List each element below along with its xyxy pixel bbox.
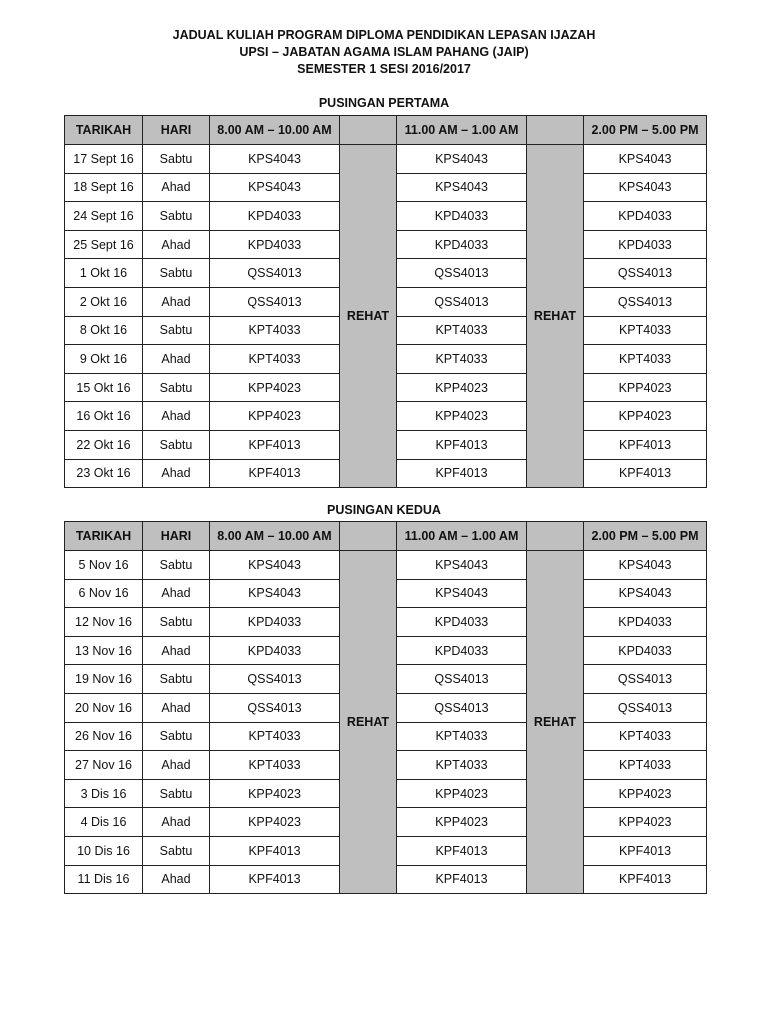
day-cell: Sabtu [143, 373, 210, 402]
slot-3-course-cell: KPP4023 [584, 779, 707, 808]
slot-1-course-cell: KPS4043 [210, 173, 340, 202]
header-tarikah: TARIKAH [65, 522, 143, 551]
slot-1-course-cell: KPT4033 [210, 345, 340, 374]
date-cell: 10 Dis 16 [65, 836, 143, 865]
section-title-pusingan-kedua: PUSINGAN KEDUA [327, 503, 441, 517]
slot-2-course-cell: KPF4013 [397, 430, 527, 459]
slot-3-course-cell: KPP4023 [584, 373, 707, 402]
slot-3-course-cell: KPF4013 [584, 836, 707, 865]
header-slot-1: 8.00 AM – 10.00 AM [210, 522, 340, 551]
date-cell: 16 Okt 16 [65, 402, 143, 431]
schedule-table-pusingan-pertama [64, 115, 707, 488]
header-slot-3: 2.00 PM – 5.00 PM [584, 522, 707, 551]
title-line-2: UPSI – JABATAN AGAMA ISLAM PAHANG (JAIP) [239, 45, 529, 59]
slot-2-course-cell: QSS4013 [397, 259, 527, 288]
header-slot-2: 11.00 AM – 1.00 AM [397, 522, 527, 551]
slot-2-course-cell: KPT4033 [397, 316, 527, 345]
table-body [65, 551, 707, 894]
rehat-cell-1: REHAT [340, 145, 397, 488]
header-rehat-1 [340, 522, 397, 551]
table-header-row [65, 116, 707, 145]
document-title [0, 27, 768, 78]
slot-1-course-cell: QSS4013 [210, 287, 340, 316]
slot-2-course-cell: KPS4043 [397, 145, 527, 174]
date-cell: 27 Nov 16 [65, 751, 143, 780]
slot-1-course-cell: KPF4013 [210, 865, 340, 894]
day-cell: Ahad [143, 579, 210, 608]
date-cell: 12 Nov 16 [65, 608, 143, 637]
rehat-cell-2: REHAT [527, 145, 584, 488]
title-line-1: JADUAL KULIAH PROGRAM DIPLOMA PENDIDIKAN LEPASAN IJAZAH [172, 28, 596, 42]
slot-1-course-cell: KPT4033 [210, 751, 340, 780]
slot-2-course-cell: KPF4013 [397, 865, 527, 894]
slot-3-course-cell: QSS4013 [584, 693, 707, 722]
slot-3-course-cell: KPD4033 [584, 608, 707, 637]
day-cell: Ahad [143, 636, 210, 665]
date-cell: 24 Sept 16 [65, 202, 143, 231]
header-slot-2: 11.00 AM – 1.00 AM [397, 116, 527, 145]
slot-3-course-cell: KPF4013 [584, 865, 707, 894]
day-cell: Sabtu [143, 316, 210, 345]
day-cell: Ahad [143, 173, 210, 202]
day-cell: Ahad [143, 402, 210, 431]
slot-3-course-cell: QSS4013 [584, 287, 707, 316]
date-cell: 6 Nov 16 [65, 579, 143, 608]
header-rehat-2 [527, 522, 584, 551]
slot-2-course-cell: KPP4023 [397, 373, 527, 402]
slot-2-course-cell: KPF4013 [397, 836, 527, 865]
day-cell: Sabtu [143, 551, 210, 580]
header-slot-3: 2.00 PM – 5.00 PM [584, 116, 707, 145]
slot-1-course-cell: KPF4013 [210, 459, 340, 488]
day-cell: Ahad [143, 751, 210, 780]
slot-3-course-cell: KPD4033 [584, 202, 707, 231]
slot-3-course-cell: KPT4033 [584, 751, 707, 780]
table-row [65, 551, 707, 580]
slot-3-course-cell: QSS4013 [584, 665, 707, 694]
slot-1-course-cell: KPD4033 [210, 608, 340, 637]
date-cell: 5 Nov 16 [65, 551, 143, 580]
slot-2-course-cell: QSS4013 [397, 287, 527, 316]
header-rehat-2 [527, 116, 584, 145]
date-cell: 20 Nov 16 [65, 693, 143, 722]
slot-1-course-cell: KPP4023 [210, 402, 340, 431]
slot-2-course-cell: KPD4033 [397, 230, 527, 259]
day-cell: Sabtu [143, 836, 210, 865]
slot-1-course-cell: KPD4033 [210, 202, 340, 231]
table-header-row [65, 522, 707, 551]
slot-3-course-cell: KPF4013 [584, 459, 707, 488]
slot-1-course-cell: KPT4033 [210, 316, 340, 345]
date-cell: 2 Okt 16 [65, 287, 143, 316]
slot-1-course-cell: KPS4043 [210, 579, 340, 608]
slot-1-course-cell: KPF4013 [210, 836, 340, 865]
slot-1-course-cell: KPS4043 [210, 551, 340, 580]
slot-1-course-cell: KPD4033 [210, 636, 340, 665]
header-hari: HARI [143, 116, 210, 145]
slot-1-course-cell: QSS4013 [210, 665, 340, 694]
slot-2-course-cell: KPS4043 [397, 173, 527, 202]
slot-3-course-cell: KPP4023 [584, 402, 707, 431]
slot-3-course-cell: KPT4033 [584, 316, 707, 345]
day-cell: Sabtu [143, 430, 210, 459]
slot-1-course-cell: QSS4013 [210, 693, 340, 722]
rehat-cell-2: REHAT [527, 551, 584, 894]
date-cell: 22 Okt 16 [65, 430, 143, 459]
slot-2-course-cell: KPT4033 [397, 722, 527, 751]
schedule-table-pusingan-kedua [64, 521, 707, 894]
slot-3-course-cell: KPF4013 [584, 430, 707, 459]
slot-2-course-cell: KPS4043 [397, 579, 527, 608]
day-cell: Sabtu [143, 145, 210, 174]
slot-3-course-cell: KPD4033 [584, 636, 707, 665]
slot-2-course-cell: KPP4023 [397, 808, 527, 837]
date-cell: 4 Dis 16 [65, 808, 143, 837]
slot-2-course-cell: KPP4023 [397, 779, 527, 808]
slot-3-course-cell: KPS4043 [584, 579, 707, 608]
slot-2-course-cell: KPS4043 [397, 551, 527, 580]
slot-3-course-cell: KPS4043 [584, 173, 707, 202]
slot-2-course-cell: QSS4013 [397, 693, 527, 722]
slot-2-course-cell: KPT4033 [397, 345, 527, 374]
date-cell: 15 Okt 16 [65, 373, 143, 402]
day-cell: Ahad [143, 808, 210, 837]
date-cell: 26 Nov 16 [65, 722, 143, 751]
day-cell: Sabtu [143, 608, 210, 637]
slot-1-course-cell: KPD4033 [210, 230, 340, 259]
slot-3-course-cell: KPP4023 [584, 808, 707, 837]
slot-1-course-cell: KPP4023 [210, 808, 340, 837]
date-cell: 9 Okt 16 [65, 345, 143, 374]
day-cell: Ahad [143, 345, 210, 374]
slot-3-course-cell: KPT4033 [584, 345, 707, 374]
date-cell: 3 Dis 16 [65, 779, 143, 808]
slot-2-course-cell: KPD4033 [397, 202, 527, 231]
slot-2-course-cell: KPD4033 [397, 608, 527, 637]
slot-1-course-cell: KPP4023 [210, 779, 340, 808]
day-cell: Ahad [143, 230, 210, 259]
day-cell: Sabtu [143, 202, 210, 231]
day-cell: Sabtu [143, 665, 210, 694]
slot-1-course-cell: KPT4033 [210, 722, 340, 751]
slot-1-course-cell: QSS4013 [210, 259, 340, 288]
date-cell: 25 Sept 16 [65, 230, 143, 259]
day-cell: Sabtu [143, 779, 210, 808]
slot-1-course-cell: KPP4023 [210, 373, 340, 402]
slot-2-course-cell: QSS4013 [397, 665, 527, 694]
slot-3-course-cell: KPD4033 [584, 230, 707, 259]
section-title-pusingan-pertama: PUSINGAN PERTAMA [318, 96, 450, 110]
header-slot-1: 8.00 AM – 10.00 AM [210, 116, 340, 145]
slot-2-course-cell: KPT4033 [397, 751, 527, 780]
date-cell: 17 Sept 16 [65, 145, 143, 174]
date-cell: 11 Dis 16 [65, 865, 143, 894]
day-cell: Ahad [143, 287, 210, 316]
day-cell: Ahad [143, 693, 210, 722]
day-cell: Sabtu [143, 722, 210, 751]
date-cell: 19 Nov 16 [65, 665, 143, 694]
slot-3-course-cell: KPS4043 [584, 145, 707, 174]
header-hari: HARI [143, 522, 210, 551]
slot-1-course-cell: KPS4043 [210, 145, 340, 174]
day-cell: Ahad [143, 865, 210, 894]
slot-3-course-cell: KPS4043 [584, 551, 707, 580]
date-cell: 13 Nov 16 [65, 636, 143, 665]
date-cell: 8 Okt 16 [65, 316, 143, 345]
slot-1-course-cell: KPF4013 [210, 430, 340, 459]
rehat-cell-1: REHAT [340, 551, 397, 894]
header-tarikah: TARIKAH [65, 116, 143, 145]
date-cell: 1 Okt 16 [65, 259, 143, 288]
slot-2-course-cell: KPP4023 [397, 402, 527, 431]
title-line-3: SEMESTER 1 SESI 2016/2017 [297, 62, 471, 76]
date-cell: 18 Sept 16 [65, 173, 143, 202]
header-rehat-1 [340, 116, 397, 145]
day-cell: Sabtu [143, 259, 210, 288]
slot-3-course-cell: KPT4033 [584, 722, 707, 751]
slot-2-course-cell: KPD4033 [397, 636, 527, 665]
day-cell: Ahad [143, 459, 210, 488]
slot-3-course-cell: QSS4013 [584, 259, 707, 288]
slot-2-course-cell: KPF4013 [397, 459, 527, 488]
table-row [65, 145, 707, 174]
date-cell: 23 Okt 16 [65, 459, 143, 488]
table-body [65, 145, 707, 488]
